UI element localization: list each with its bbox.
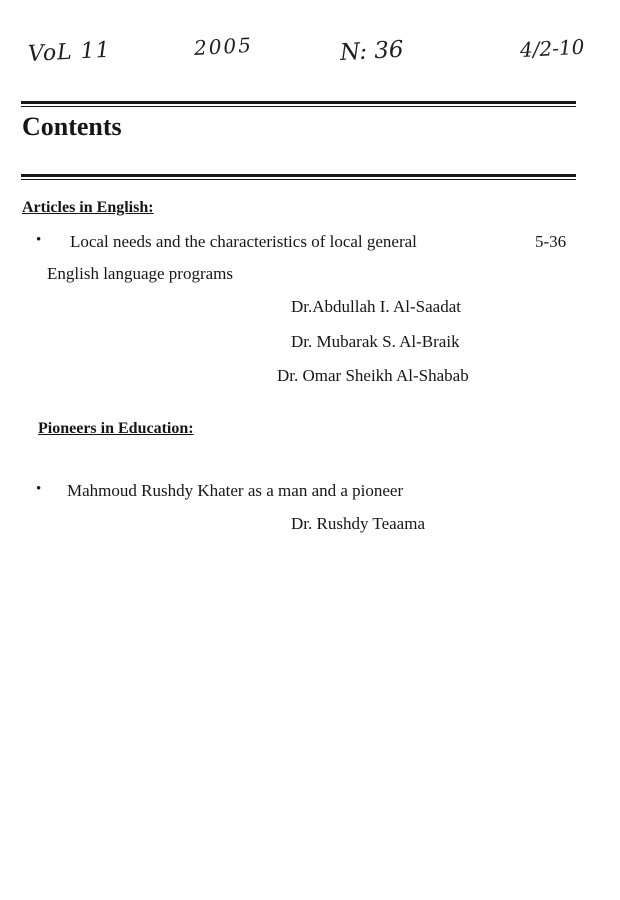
bullet-icon: • <box>36 481 42 497</box>
section-heading-articles: Articles in English: <box>22 199 154 216</box>
top-double-rule <box>21 101 576 107</box>
handwritten-volume: VoL 11 <box>27 37 112 67</box>
article-title-line-1: Mahmoud Rushdy Khater as a man and a pioneer <box>67 481 404 500</box>
article-page-range: 5-36 <box>535 232 567 251</box>
bullet-icon: • <box>36 232 42 248</box>
handwritten-date: 4/2-10 <box>519 34 585 62</box>
article-author: Dr.Abdullah I. Al-Saadat <box>291 297 461 316</box>
article-author: Dr. Rushdy Teaama <box>291 514 425 533</box>
section-heading-pioneers: Pioneers in Education: <box>38 420 194 437</box>
article-title-line-2: English language programs <box>47 264 234 283</box>
article-author: Dr. Omar Sheikh Al-Shabab <box>277 366 469 385</box>
page-title: Contents <box>22 112 122 141</box>
handwritten-issue-number: N: 36 <box>339 36 405 66</box>
article-author: Dr. Mubarak S. Al-Braik <box>291 332 460 351</box>
bottom-double-rule <box>21 174 576 180</box>
article-title-line-1: Local needs and the characteristics of local general <box>70 232 417 251</box>
handwritten-year: 2005 <box>193 32 254 60</box>
